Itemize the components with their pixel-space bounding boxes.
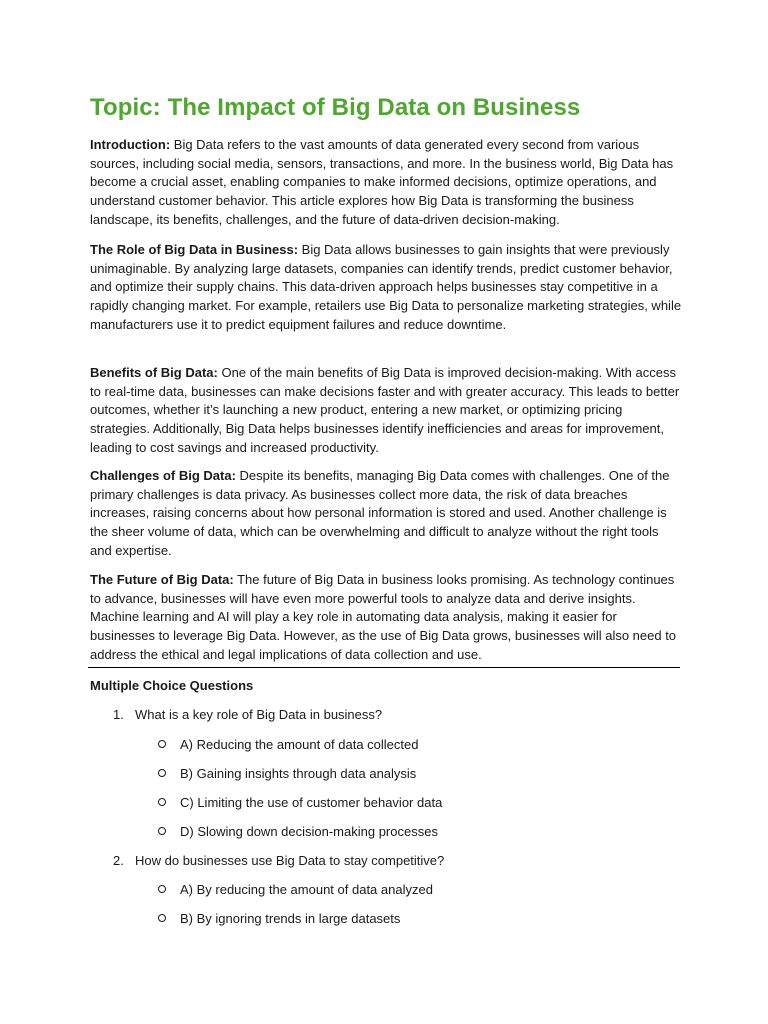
section-challenges bbox=[90, 467, 682, 561]
circle-bullet-icon bbox=[158, 769, 166, 777]
question-number: 2. bbox=[113, 853, 124, 868]
section-future bbox=[90, 571, 682, 665]
section-heading: The Role of Big Data in Business: bbox=[90, 242, 299, 257]
page-title: Topic: The Impact of Big Data on Business bbox=[90, 94, 581, 121]
circle-bullet-icon bbox=[158, 885, 166, 893]
circle-bullet-icon bbox=[158, 798, 166, 806]
section-heading: Challenges of Big Data: bbox=[90, 468, 236, 483]
answer-option bbox=[158, 882, 433, 897]
question-item bbox=[113, 707, 382, 722]
section-role-of-big-data bbox=[90, 241, 682, 335]
section-body: One of the main benefits of Big Data is improved decision-making. With access to real-time data, businesses can make decisions faster and with greater accuracy. This leads to better outcomes, whether it’s launching a new product, entering a new market, or optimizing pricing strategies. Additionally, Big Data helps businesses identify inefficiencies and areas for improvement, leading to cost savings and increased productivity. bbox=[90, 365, 680, 455]
section-heading: Introduction: bbox=[90, 137, 171, 152]
question-item bbox=[113, 853, 444, 868]
question-text: How do businesses use Big Data to stay competitive? bbox=[135, 853, 445, 868]
section-benefits bbox=[90, 364, 682, 458]
section-body: Big Data allows businesses to gain insights that were previously unimaginable. By analyzing large datasets, companies can identify trends, predict customer behavior, and optimize their supply chains. This data-driven approach helps businesses stay competitive in a rapidly changing market. For example, retailers use Big Data to personalize marketing strategies, while manufacturers use it to predict equipment failures and reduce downtime. bbox=[90, 242, 682, 332]
question-text: What is a key role of Big Data in business? bbox=[135, 707, 383, 722]
section-heading: The Future of Big Data: bbox=[90, 572, 234, 587]
mcq-heading: Multiple Choice Questions bbox=[90, 678, 254, 693]
circle-bullet-icon bbox=[158, 914, 166, 922]
horizontal-divider bbox=[88, 667, 680, 668]
section-introduction bbox=[90, 136, 682, 230]
section-heading: Benefits of Big Data: bbox=[90, 365, 218, 380]
circle-bullet-icon bbox=[158, 740, 166, 748]
option-text: D) Slowing down decision-making processes bbox=[180, 824, 438, 839]
circle-bullet-icon bbox=[158, 827, 166, 835]
answer-option bbox=[158, 737, 418, 752]
answer-option bbox=[158, 911, 400, 926]
section-body: Big Data refers to the vast amounts of data generated every second from various sources, including social media, sensors, transactions, and more. In the business world, Big Data has become a crucial asset, enabling companies to make informed decisions, optimize operations, and understand customer behavior. This article explores how Big Data is transforming the business landscape, its benefits, challenges, and the future of data-driven decision-making. bbox=[90, 137, 674, 227]
option-text: B) By ignoring trends in large datasets bbox=[180, 911, 401, 926]
option-text: B) Gaining insights through data analysis bbox=[180, 766, 417, 781]
option-text: A) Reducing the amount of data collected bbox=[180, 737, 419, 752]
answer-option bbox=[158, 766, 416, 781]
section-body: The future of Big Data in business looks promising. As technology continues to advance, businesses will have even more powerful tools to analyze data and derive insights. Machine learning and AI will play a key role in automating data analysis, making it easier for businesses to leverage Big Data. However, as the use of Big Data grows, businesses will also need to address the ethical and legal implications of data collection and use. bbox=[90, 572, 677, 662]
option-text: A) By reducing the amount of data analyzed bbox=[180, 882, 433, 897]
section-body: Despite its benefits, managing Big Data comes with challenges. One of the primary challenges is data privacy. As businesses collect more data, the risk of data breaches increases, raising concerns about how personal information is stored and used. Another challenge is the sheer volume of data, which can be overwhelming and difficult to analyze without the right tools and expertise. bbox=[90, 468, 670, 558]
answer-option bbox=[158, 824, 438, 839]
option-text: C) Limiting the use of customer behavior data bbox=[180, 795, 443, 810]
answer-option bbox=[158, 795, 442, 810]
question-number: 1. bbox=[113, 707, 124, 722]
